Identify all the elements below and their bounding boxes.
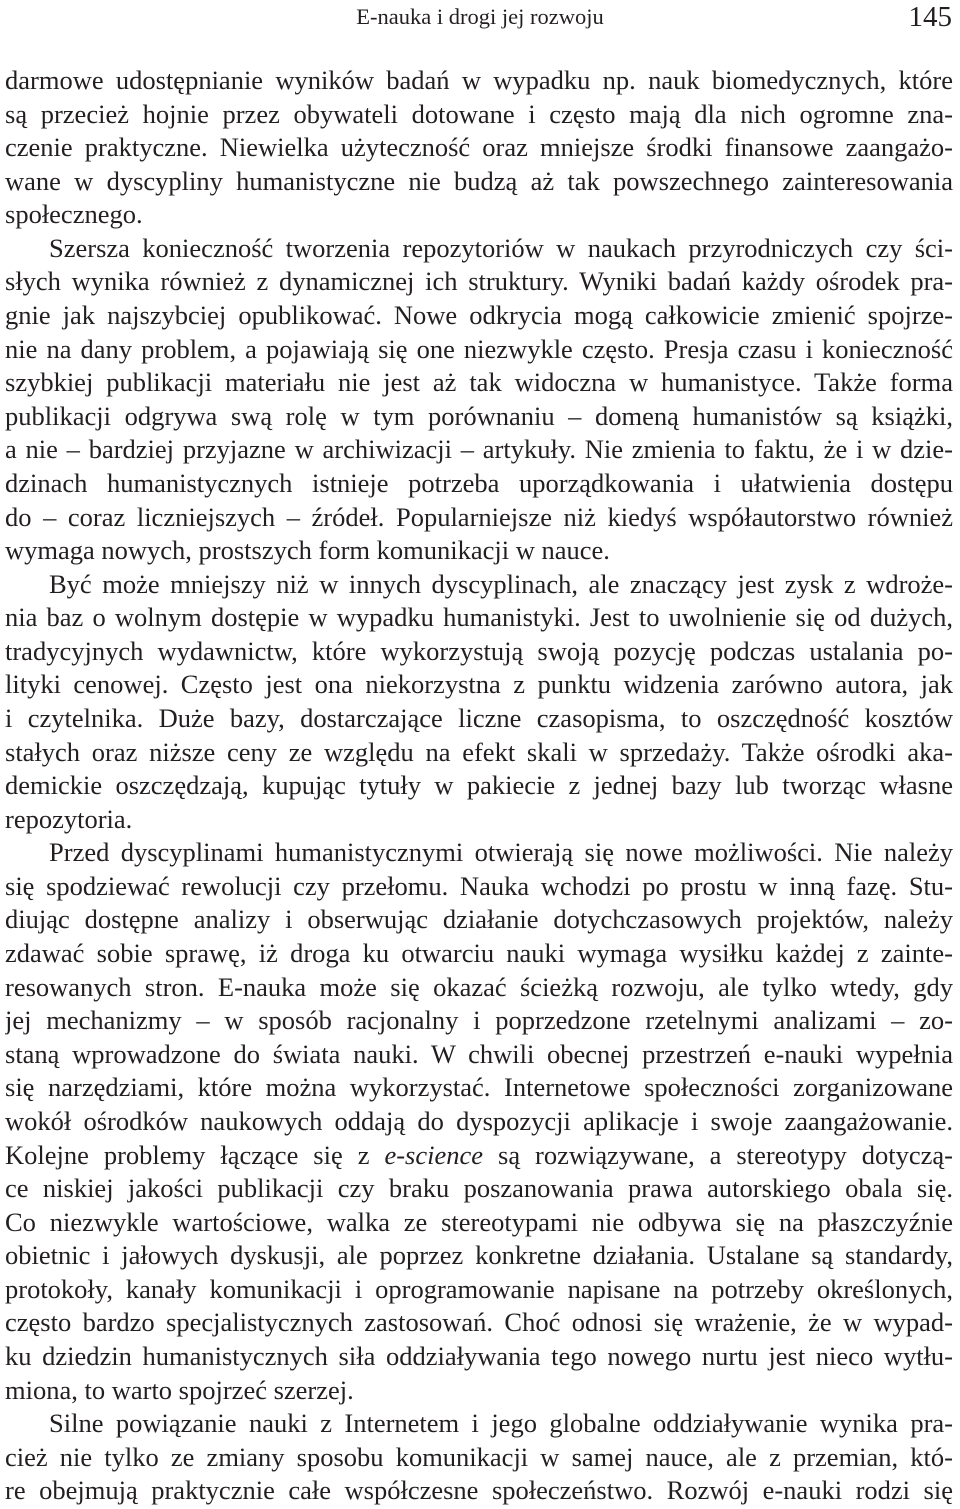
text-segment: Kolejne problemy łączące się z	[5, 1139, 385, 1170]
text-line: re obejmują praktycznie całe współczesne społeczeństwo. Rozwój e-nauki rodzi się	[5, 1475, 953, 1506]
text-line: a nie – bardziej przyjazne w archiwizacji – artykuły. Nie zmienia to faktu, że i w dzie-	[5, 434, 953, 465]
text-line: szybkiej publikacji materiału nie jest aż tak widoczna w humanistyce. Także forma	[5, 367, 953, 398]
text-line: czenie praktyczne. Niewielka użyteczność oraz mniejsze środki finansowe zaangażo-	[5, 132, 953, 163]
text-line: często bardzo specjalistycznych zastosowań. Choć odnosi się wrażenie, że w wypad-	[5, 1307, 953, 1338]
text-line: protokoły, kanały komunikacji i oprogramowanie napisane na potrzeby określonych,	[5, 1273, 953, 1304]
paragraph	[5, 232, 953, 568]
italic-term: e-science	[384, 1139, 484, 1170]
text-line: społecznego.	[5, 199, 143, 230]
text-line: się narzędziami, które można wykorzystać. Internetowe społeczności zorganizowane	[5, 1072, 953, 1103]
text-line: nia baz o wolnym dostępie w wypadku humanistyki. Jest to uwolnienie się od dużych,	[5, 602, 953, 633]
page-number: 145	[908, 1, 952, 33]
text-line: Być może mniejszy niż w innych dyscyplinach, ale znaczący jest zysk z wdroże-	[49, 568, 953, 599]
text-line: ku dziedzin humanistycznych siła oddziaływania tego nowego nurtu jest nieco wytłu-	[5, 1340, 953, 1371]
text-line: i czytelnika. Duże bazy, dostarczające liczne czasopisma, to oszczędność kosztów	[5, 702, 953, 733]
text-line: stałych oraz niższe ceny ze względu na efekt skali w sprzedaży. Także ośrodki aka-	[5, 736, 953, 767]
text-line: są przecież hojnie przez obywateli dotowane i często mają dla nich ogromne zna-	[5, 98, 953, 129]
text-line: resowanych stron. E-nauka może się okazać ścieżką rozwoju, ale tylko wtedy, gdy	[5, 971, 953, 1002]
paragraph	[5, 568, 953, 837]
text-line: do – coraz liczniejszych – źródeł. Popularniejsze niż kiedyś współautorstwo również	[5, 501, 953, 532]
text-line: zdawać sobie sprawę, iż droga ku otwarciu nauki wymaga wysiłku każdej z zainte-	[5, 938, 953, 969]
text-line: diując dostępne analizy i obserwując działanie dotychczasowych projektów, należy	[5, 904, 953, 935]
text-line: jej mechanizmy – w sposób racjonalny i poprzedzone rzetelnymi analizami – zo-	[5, 1005, 953, 1036]
text-line: darmowe udostępnianie wyników badań w wypadku np. nauk biomedycznych, które	[5, 65, 953, 95]
text-line: lityki cenowej. Często jest ona niekorzystna z punktu widzenia zarówno autora, jak	[5, 669, 953, 700]
text-line: gnie jak najszybciej opublikować. Nowe odkrycia mogą całkowicie zmienić spojrze-	[5, 300, 953, 331]
paragraph	[5, 64, 953, 232]
text-line: słych wynika również z dynamicznej ich struktury. Wyniki badań każdy ośrodek pra-	[5, 266, 953, 297]
text-line: dzinach humanistycznych istnieje potrzeba uporządkowania i ułatwienia dostępu	[5, 467, 953, 498]
text-line: nie na dany problem, a pojawiają się one niezwykle często. Presja czasu i konieczność	[5, 333, 953, 364]
paragraph	[5, 836, 953, 1407]
text-line: Silne powiązanie nauki z Internetem i jego globalne oddziaływanie wynika pra-	[49, 1408, 953, 1439]
text-line: Szersza konieczność tworzenia repozytoriów w naukach przyrodniczych czy ści-	[49, 232, 953, 263]
text-line: Co niezwykle wartościowe, walka ze stereotypami nie odbywa się na płaszczyźnie	[5, 1206, 953, 1237]
running-header	[0, 1, 960, 33]
text-line: wymaga nowych, prostszych form komunikacji w nauce.	[5, 535, 610, 566]
text-line: demickie oszczędzają, kupując tytuły w pakiecie z jednej bazy lub tworząc własne	[5, 770, 953, 801]
text-line: repozytoria.	[5, 803, 133, 834]
text-line: cież nie tylko ze zmiany sposobu komunikacji w samej nauce, ale z przemian, któ-	[5, 1441, 953, 1472]
text-line: się spodziewać rewolucji czy przełomu. Nauka wchodzi po prostu w inną fazę. Stu-	[5, 870, 953, 901]
text-line: wokół ośrodków naukowych oddają do dyspozycji aplikacje i swoje zaangażowanie.	[5, 1105, 953, 1136]
text-line: miona, to warto spojrzeć szerzej.	[5, 1374, 354, 1405]
text-line: staną wprowadzone do świata nauki. W chwili obecnej przestrzeń e-nauki wypełnia	[5, 1038, 953, 1069]
text-line	[5, 1139, 953, 1173]
paragraph	[5, 1407, 953, 1508]
body-text	[5, 64, 953, 1508]
text-line: obietnic i jałowych dyskusji, ale poprzez konkretne działania. Ustalane są standardy,	[5, 1240, 953, 1271]
text-line: wane w dyscypliny humanistyczne nie budzą aż tak powszechnego zainteresowania	[5, 165, 953, 196]
running-header-title: E-nauka i drogi jej rozwoju	[356, 4, 604, 29]
text-line: publikacji odgrywa swą rolę w tym porównaniu – domeną humanistów są książki,	[5, 400, 953, 431]
text-line: ce niskiej jakości publikacji czy braku poszanowania prawa autorskiego obala się.	[5, 1173, 953, 1204]
text-segment: są rozwiązywane, a stereotypy dotyczą-	[483, 1139, 953, 1170]
text-line: Przed dyscyplinami humanistycznymi otwierają się nowe możliwości. Nie należy	[49, 837, 953, 868]
text-line: tradycyjnych wydawnictw, które wykorzystują swoją pozycję podczas ustalania po-	[5, 635, 953, 666]
